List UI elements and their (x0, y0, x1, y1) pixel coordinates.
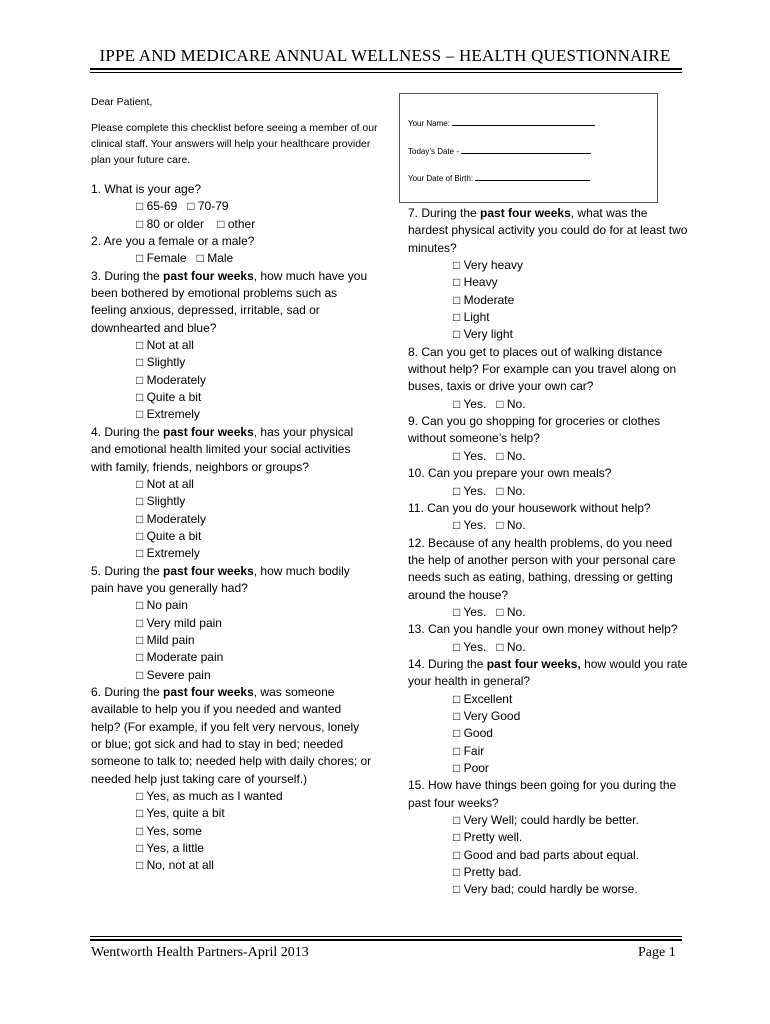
option[interactable]: □ Pretty bad. (453, 865, 522, 880)
date-field[interactable] (461, 146, 591, 154)
header-rule-thin (90, 72, 682, 73)
option-yes[interactable]: □ Yes. (453, 639, 487, 654)
name-field[interactable] (452, 118, 595, 126)
question-13-text: 13. Can you handle your own money without help? (408, 622, 678, 637)
option[interactable]: □ Very Good (453, 708, 521, 723)
header-rule (90, 68, 682, 70)
yes-no-options (408, 448, 688, 465)
greeting: Dear Patient, (91, 96, 153, 108)
yes-no-options (408, 517, 688, 534)
footer-rule (90, 939, 682, 941)
patient-info-box (399, 93, 658, 203)
option-no[interactable]: □ No. (496, 448, 526, 463)
question-6-text (91, 684, 373, 788)
question-8-text: 8. Can you get to places out of walking distance without help? For example can you travel along on buses, taxis or drive your own car? (408, 344, 677, 394)
q6-emphasis: past four weeks (163, 684, 254, 699)
question-9 (408, 413, 688, 465)
option-no[interactable]: □ No. (496, 604, 526, 619)
q14-post: how would you rate your health in general? (408, 656, 688, 689)
option[interactable]: □ Heavy (453, 275, 498, 290)
dob-field[interactable] (475, 173, 590, 181)
question-5 (91, 563, 373, 684)
date-line (408, 146, 657, 174)
question-4 (91, 424, 373, 563)
question-3-text (91, 268, 373, 337)
yes-no-options (408, 604, 688, 621)
question-8 (408, 344, 688, 413)
option[interactable]: □ Slightly (136, 494, 186, 509)
question-2 (91, 233, 373, 268)
option-70-79[interactable]: □ 70-79 (187, 199, 229, 214)
option-no[interactable]: □ No. (496, 483, 526, 498)
q5-pre: 5. During the (91, 563, 164, 578)
option[interactable]: □ Yes, some (136, 823, 202, 838)
option[interactable]: □ Yes, a little (136, 841, 204, 856)
left-column (91, 181, 373, 875)
option[interactable]: □ Very mild pain (136, 615, 222, 630)
option-yes[interactable]: □ Yes. (453, 604, 487, 619)
option[interactable]: □ Excellent (453, 691, 513, 706)
dob-line (408, 173, 657, 201)
option[interactable]: □ Moderate pain (136, 650, 224, 665)
option[interactable]: □ Very light (453, 327, 513, 342)
question-11 (408, 500, 688, 535)
question-1-options-row-2 (91, 216, 373, 233)
option[interactable]: □ Slightly (136, 355, 186, 370)
option[interactable]: □ Quite a bit (136, 390, 202, 405)
question-10 (408, 465, 688, 500)
question-12-text: 12. Because of any health problems, do you need the help of another person with your personal care needs such as eating, bathing, dressing or getting around the house? (408, 535, 676, 602)
q7-pre: 7. During the (408, 206, 481, 220)
question-1-options-row-1 (91, 198, 373, 215)
option[interactable]: □ Moderate (453, 292, 515, 307)
option-80-or-older[interactable]: □ 80 or older (136, 216, 204, 231)
option[interactable]: □ Not at all (136, 476, 194, 491)
option[interactable]: □ Moderately (136, 511, 206, 526)
option[interactable]: □ Extremely (136, 407, 200, 422)
intro-text: Please complete this checklist before seeing a member of our clinical staff. Your answers will help your healthcare provider plan your future care. (91, 122, 378, 166)
option[interactable]: □ Very Well; could hardly be better. (453, 813, 639, 828)
question-15-text: 15. How have things been going for you during the past four weeks? (408, 778, 677, 810)
option[interactable]: □ Moderately (136, 372, 206, 387)
question-10-text: 10. Can you prepare your own meals? (408, 466, 612, 481)
option[interactable]: □ Extremely (136, 546, 200, 561)
q6-pre: 6. During the (91, 684, 164, 699)
right-column (408, 205, 688, 899)
date-label: Today’s Date - (408, 146, 459, 156)
option-yes[interactable]: □ Yes. (453, 396, 487, 411)
question-3 (91, 268, 373, 424)
option[interactable]: □ Yes, quite a bit (136, 806, 225, 821)
question-15 (408, 777, 688, 898)
question-5-text (91, 563, 373, 598)
option[interactable]: □ Not at all (136, 338, 194, 353)
option-other[interactable]: □ other (217, 216, 256, 231)
footer-rule-thin (90, 936, 682, 937)
q5-emphasis: past four weeks (163, 563, 254, 578)
yes-no-options (408, 483, 688, 500)
question-7-text (408, 205, 688, 257)
question-2-text: 2. Are you a female or a male? (91, 234, 255, 249)
option-65-69[interactable]: □ 65-69 (136, 199, 178, 214)
q3-emphasis: past four weeks (163, 268, 254, 283)
option[interactable]: □ No, not at all (136, 858, 214, 873)
option-yes[interactable]: □ Yes. (453, 518, 487, 533)
option[interactable]: □ Quite a bit (136, 528, 202, 543)
option-yes[interactable]: □ Yes. (453, 448, 487, 463)
question-9-text: 9. Can you go shopping for groceries or clothes without someone’s help? (408, 414, 661, 446)
intro-block (91, 94, 381, 168)
page-title: IPPE AND MEDICARE ANNUAL WELLNESS – HEALTH QUESTIONNAIRE (99, 46, 671, 65)
question-11-text: 11. Can you do your housework without help? (408, 500, 651, 515)
question-14 (408, 656, 688, 777)
option-no[interactable]: □ No. (496, 396, 526, 411)
option[interactable]: □ Yes, as much as I wanted (136, 789, 283, 804)
question-4-text (91, 424, 373, 476)
option[interactable]: □ Mild pain (136, 632, 195, 647)
option[interactable]: □ Fair (453, 743, 485, 758)
option-male[interactable]: □ Male (196, 251, 234, 266)
q4-emphasis: past four weeks (163, 424, 254, 439)
option[interactable]: □ Good (453, 726, 493, 741)
q5-post: , how much bodily pain have you generally had? (91, 563, 350, 595)
q14-pre: 14. During the (408, 656, 487, 671)
option-yes[interactable]: □ Yes. (453, 483, 487, 498)
option-no[interactable]: □ No. (496, 518, 526, 533)
question-13 (408, 621, 688, 656)
option[interactable]: □ Very heavy (453, 258, 523, 273)
option[interactable]: □ Very bad; could hardly be worse. (453, 882, 638, 897)
page-number: Page 1 (638, 945, 676, 960)
option[interactable]: □ Severe pain (136, 667, 211, 682)
question-1-text: 1. What is your age? (91, 182, 202, 196)
option[interactable]: □ Light (453, 310, 490, 325)
q4-post: , has your physical and emotional health limited your social activities with family, friends, neighbors or groups? (91, 424, 354, 474)
question-1 (91, 181, 373, 233)
name-line (408, 118, 657, 146)
option[interactable]: □ Poor (453, 761, 489, 775)
footer-organization: Wentworth Health Partners-April 2013 (91, 945, 309, 960)
q3-post: , how much have you been bothered by emotional problems such as feeling anxious, depressed, irritable, sad or downhearted and blue? (91, 268, 368, 335)
q6-post: , was someone available to help you if you needed and wanted help? (For example, if you felt very nervous, lonely or blue; got sick and had to stay in bed; needed someone to talk to; needed help with daily chores; or needed help just taking care of yourself.) (91, 684, 372, 786)
q7-post: , what was the hardest physical activity you could do for at least two minutes? (408, 206, 688, 255)
question-6 (91, 684, 373, 875)
question-2-options (91, 250, 373, 267)
dob-label: Your Date of Birth: (408, 174, 474, 183)
option[interactable]: □ Pretty well. (453, 830, 523, 845)
option-female[interactable]: □ Female (136, 251, 187, 266)
option[interactable]: □ No pain (136, 598, 188, 613)
question-12 (408, 535, 688, 622)
option[interactable]: □ Good and bad parts about equal. (453, 847, 640, 862)
question-14-text (408, 656, 688, 691)
q4-pre: 4. During the (91, 424, 164, 439)
name-label: Your Name: (408, 119, 450, 128)
option-no[interactable]: □ No. (496, 639, 526, 654)
yes-no-options (408, 396, 688, 413)
yes-no-options (408, 639, 688, 656)
q7-emphasis: past four weeks (480, 206, 571, 220)
q14-emphasis: past four weeks, (486, 656, 581, 671)
q3-pre: 3. During the (91, 268, 164, 283)
question-7 (408, 205, 688, 344)
